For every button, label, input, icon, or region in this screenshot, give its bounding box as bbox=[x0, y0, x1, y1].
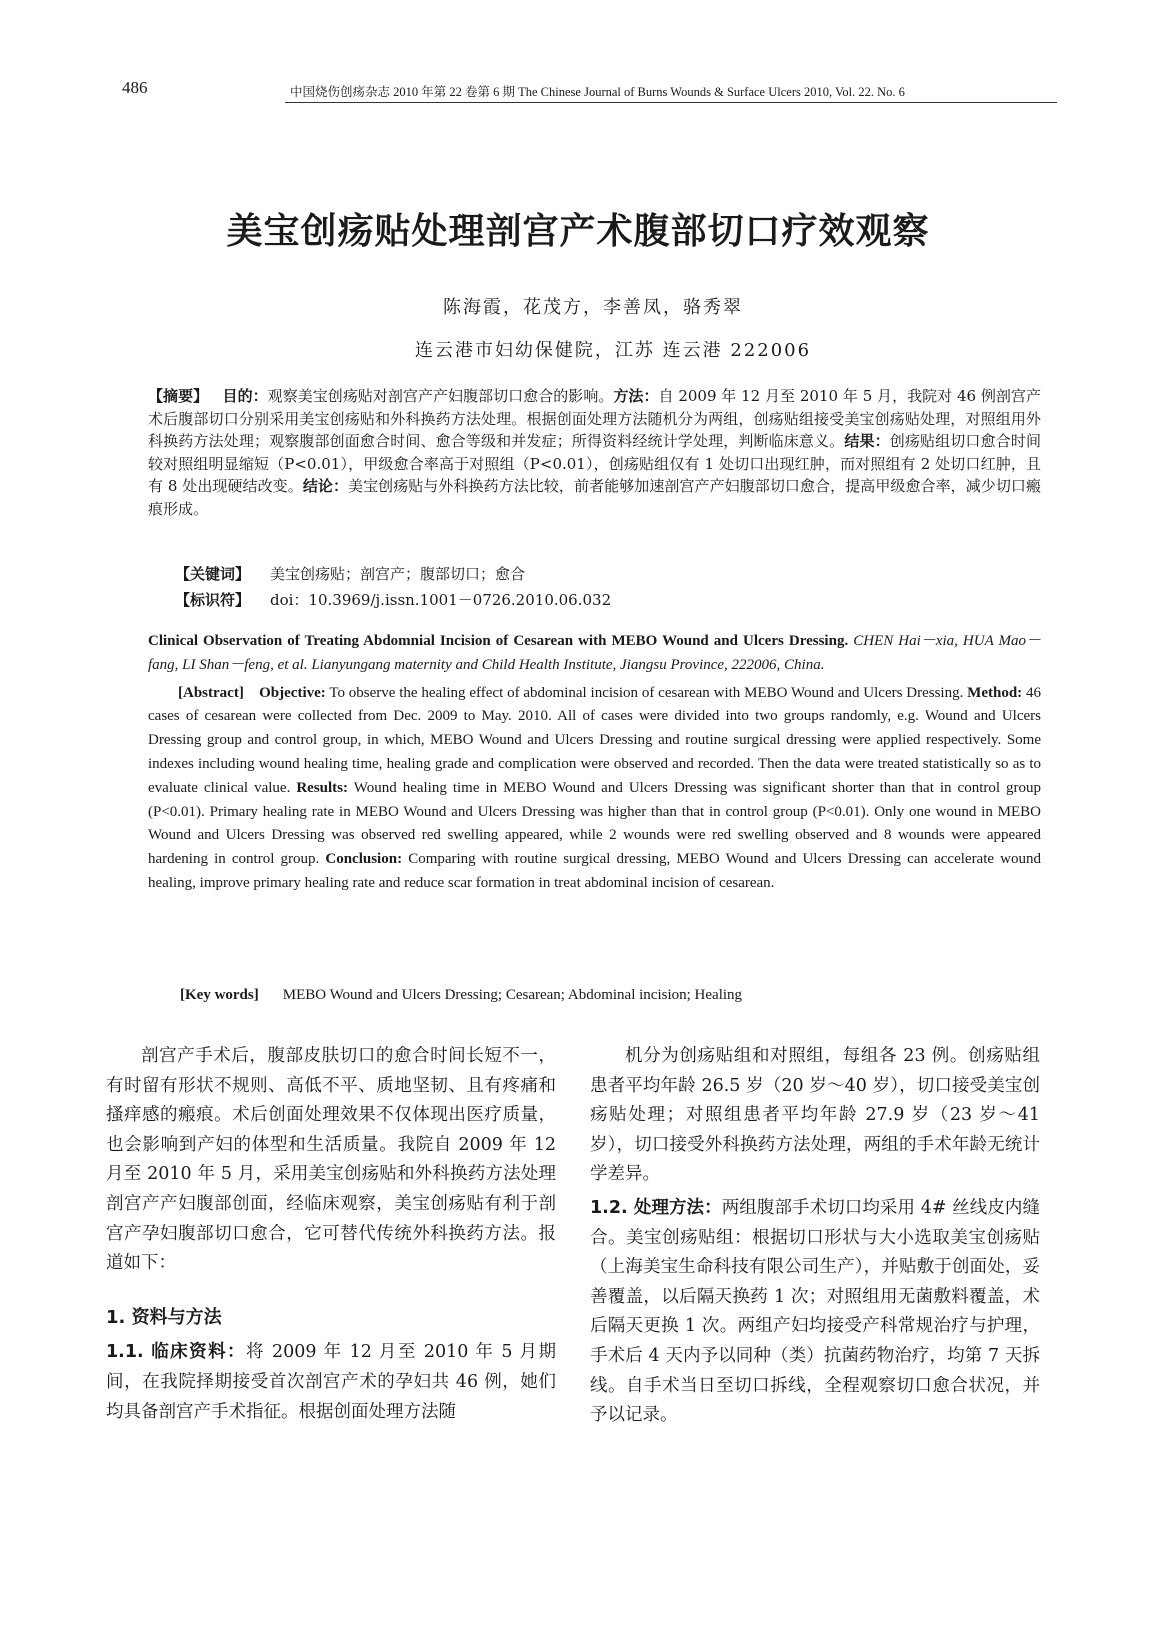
method-text: 自 2009 年 12 月至 2010 年 5 月，我院对 46 例剖宫产术后腹部切口分别采用美宝创疡贴和外科换药方法处理。根据创面处理方法随机分为两组，创疡贴组接受美宝创疡贴处理，对照组用外科换药方法处理；观察腹部创面愈合时间、愈合等级和并发症；所得资料经统计学处理，判断临床意义。 bbox=[148, 387, 1041, 451]
clinical-data-label: 1.1. 临床资料： bbox=[106, 1342, 247, 1363]
identifier-row bbox=[175, 589, 611, 610]
objective-text: 观察美宝创疡贴对剖宫产产妇腹部切口愈合的影响。 bbox=[267, 387, 614, 405]
running-header bbox=[0, 78, 1156, 102]
conclusion-label: 结论： bbox=[302, 477, 349, 496]
en-results-text: Wound healing time in MEBO Wound and Ulcers Dressing was significant shorter than that in control group (P<0.01). Primary healing rate in MEBO Wound and Ulcers Dressing was higher than that in control group (P<0.01). Only one wound in MEBO Wound and Ulcers Dressing was observed red swelling appeared, while 2 wounds were red swelling observed and 8 wounds were appeared hardening in control group. bbox=[148, 779, 1042, 868]
english-authors: CHEN Hai－xia, HUA Mao－fang, LI Shan－feng, et al. Lianyungang maternity and Child Health Institute, Jiangsu Province, 222006, China. bbox=[148, 633, 1042, 673]
english-keywords bbox=[180, 987, 742, 1004]
identifier-label: 【标识符】 bbox=[175, 591, 251, 609]
results-text: 创疡贴组切口愈合时间较对照组明显缩短（P<0.01），甲级愈合率高于对照组（P<0.01），创疡贴组仅有 1 处切口出现红肿，而对照组有 2 处切口红肿，且有 8 处出现硬结改变。 bbox=[148, 432, 1041, 496]
author-list: 陈海霞，花茂方，李善凤，骆秀翠 bbox=[443, 297, 743, 318]
en-keywords-text: MEBO Wound and Ulcers Dressing; Cesarean; Abdominal incision; Healing bbox=[282, 987, 743, 1003]
en-results-label: Results: bbox=[296, 779, 349, 796]
en-method-label: Method: bbox=[967, 684, 1023, 701]
section-heading-materials-methods: 1. 资料与方法 bbox=[106, 1306, 222, 1328]
affiliation: 连云港市妇幼保健院，江苏 连云港 222006 bbox=[414, 340, 812, 361]
keywords-text: 美宝创疡贴；剖宫产；腹部切口；愈合 bbox=[270, 565, 526, 583]
method-label: 方法： bbox=[613, 387, 659, 405]
en-conclusion-text: Comparing with routine surgical dressing, MEBO Wound and Ulcers Dressing can accelerate wound healing, improve primary healing rate and reduce scar formation in treat abdominal incision of cesarean. bbox=[148, 851, 1041, 891]
journal-running-head: 中国烧伤创疡杂志 2010 年第 22 卷第 6 期 The Chinese Journal of Burns Wounds & Surface Ulcers 2010, Vol. 22. No. 6 bbox=[290, 85, 905, 99]
results-label: 结果： bbox=[844, 432, 890, 451]
header-rule bbox=[285, 102, 1057, 103]
en-method-text: 46 cases of cesarean were collected from Dec. 2009 to May. 2010. All of cases were divided into two groups randomly, e.g. Wound and Ulcers Dressing group and control group, in which, MEBO Wound and Ulcers Dressing and routine surgical dressing were applied respectively. Some indexes including wound healing time, healing grade and complication were observed and recorded. Then the data were treated statistically so as to evaluate clinical value. bbox=[148, 684, 1041, 796]
english-abstract-block bbox=[148, 630, 1041, 896]
english-abstract bbox=[148, 682, 1041, 896]
doi-text: doi：10.3969/j.issn.1001－0726.2010.06.032 bbox=[270, 591, 612, 609]
body-left-column bbox=[106, 1042, 556, 1427]
treatment-method-label: 1.2. 处理方法： bbox=[590, 1197, 722, 1218]
en-keywords-label: [Key words] bbox=[180, 987, 259, 1003]
english-title: Clinical Observation of Treating Abdomnial Incision of Cesarean with MEBO Wound and Ulcers Dressing. bbox=[148, 633, 849, 649]
grouping-continuation-paragraph: 机分为创疡贴组和对照组，每组各 23 例。创疡贴组患者平均年龄 26.5 岁（20 岁～40 岁），切口接受美宝创疡贴处理；对照组患者平均年龄 27.9 岁（23 岁～41 岁），切口接受外科换药方法处理，两组的手术年龄无统计学差异。 bbox=[590, 1046, 1040, 1185]
keywords-label: 【关键词】 bbox=[175, 565, 251, 583]
en-conclusion-label: Conclusion: bbox=[325, 851, 403, 868]
intro-paragraph: 剖宫产手术后，腹部皮肤切口的愈合时间长短不一，有时留有形状不规则、高低不平、质地坚韧、且有疼痛和搔痒感的瘢痕。术后创面处理效果不仅体现出医疗质量，也会影响到产妇的体型和生活质量。我院自 2009 年 12 月至 2010 年 5 月，采用美宝创疡贴和外科换药方法处理剖宫产产妇腹部创面，经临床观察，美宝创疡贴有利于剖宫产孕妇腹部切口愈合，它可替代传统外科换药方法。报道如下： bbox=[106, 1046, 556, 1274]
body-right-column bbox=[590, 1042, 1040, 1431]
treatment-method-text: 两组腹部手术切口均采用 4# 丝线皮内缝合。美宝创疡贴组：根据切口形状与大小选取美宝创疡贴（上海美宝生命科技有限公司生产），并贴敷于创面处，妥善覆盖，以后隔天换药 1 次；对照组用无菌敷料覆盖，术后隔天更换 1 次。两组产妇均接受产科常规治疗与护理，手术后 4 天内予以同种（类）抗菌药物治疗，均第 7 天拆线。自手术当日至切口拆线，全程观察切口愈合状况，并予以记录。 bbox=[590, 1197, 1040, 1426]
conclusion-text: 美宝创疡贴与外科换药方法比较，前者能够加速剖宫产产妇腹部切口愈合，提高甲级愈合率，减少切口瘢痕形成。 bbox=[148, 477, 1041, 518]
en-abstract-label: [Abstract] bbox=[178, 684, 244, 701]
chinese-keywords bbox=[175, 563, 525, 584]
article-title: 美宝创疡贴处理剖宫产术腹部切口疗效观察 bbox=[226, 211, 930, 252]
objective-label: 目的： bbox=[222, 387, 268, 405]
treatment-method-paragraph bbox=[590, 1194, 1040, 1431]
page-number: 486 bbox=[122, 78, 148, 97]
en-objective-label: Objective: bbox=[259, 684, 326, 701]
clinical-data-paragraph bbox=[106, 1338, 556, 1427]
en-objective-text: To observe the healing effect of abdominal incision of cesarean with MEBO Wound and Ulcers Dressing. bbox=[329, 684, 964, 701]
clinical-data-text: 将 2009 年 12 月至 2010 年 5 月期间，在我院择期接受首次剖宫产术的孕妇共 46 例，她们均具备剖宫产手术指征。根据创面处理方法随 bbox=[106, 1342, 556, 1422]
abstract-label: 【摘要】 bbox=[148, 387, 209, 405]
chinese-abstract bbox=[148, 385, 1041, 521]
